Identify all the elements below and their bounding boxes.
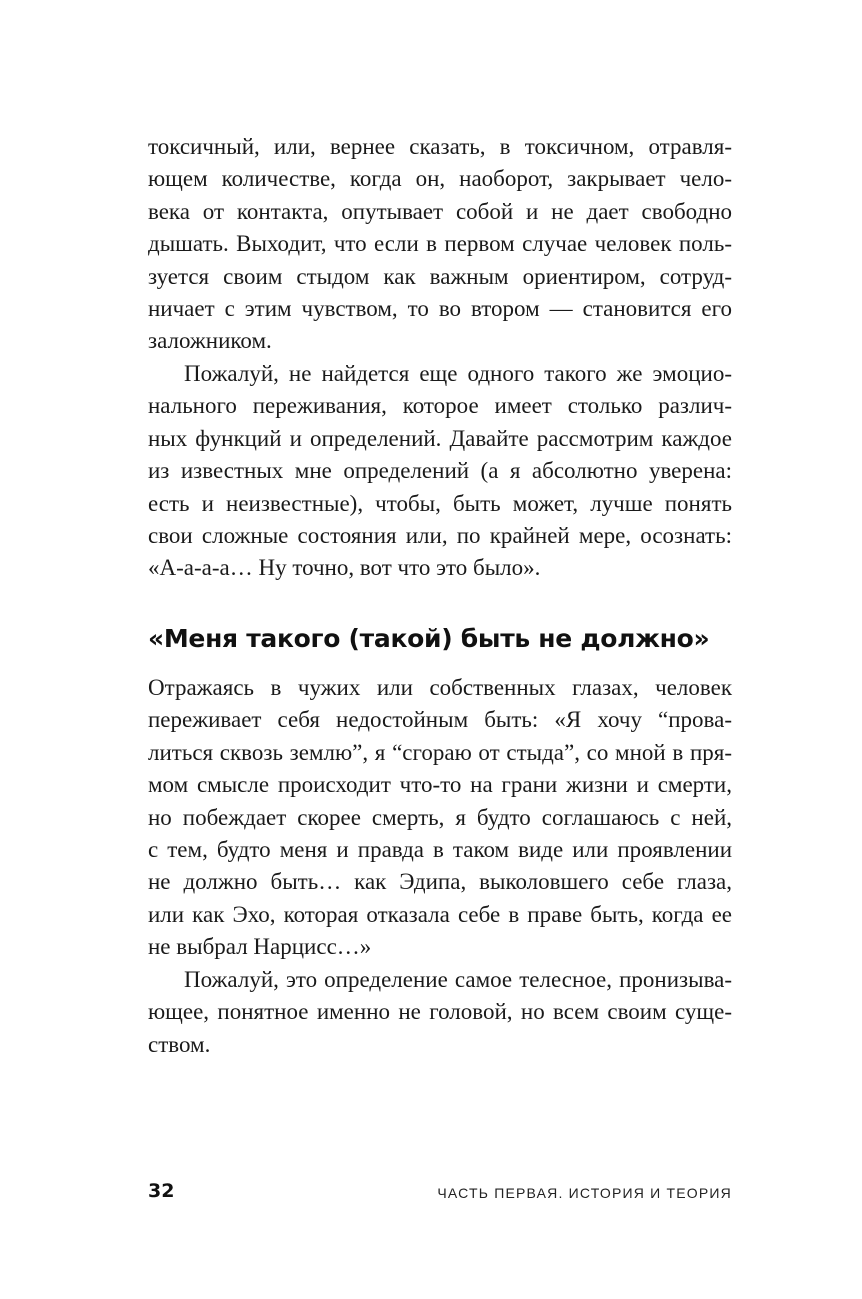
- page-number: 32: [148, 1180, 175, 1202]
- paragraph-1: [148, 131, 732, 358]
- text-line: века от контакта, опутывает собой и не дает свободно: [148, 198, 732, 224]
- text-line: Отражаясь в чужих или собственных глазах, человек: [148, 675, 732, 700]
- text-line: но побеждает скорее смерть, я будто соглашаюсь с ней,: [148, 804, 732, 830]
- text-line: токсичный, или, вернее сказать, в токсичном, отравля-: [148, 134, 732, 159]
- text-line: «А-а-а-а… Ну точно, вот что это было».: [148, 555, 541, 581]
- paragraph-4: [148, 964, 732, 1061]
- text-line: Пожалуй, не найдется еще одного такого же эмоцио-: [184, 361, 732, 386]
- paragraph-2: [148, 358, 732, 585]
- text-line: есть и неизвестные), чтобы, быть может, лучше понять: [148, 490, 732, 516]
- text-line: или как Эхо, которая отказала себе в праве быть, когда ее: [148, 901, 732, 927]
- text-line: дышать. Выходит, что если в первом случае человек поль-: [148, 231, 732, 257]
- text-line: Пожалуй, это определение самое телесное, пронизыва-: [184, 967, 732, 992]
- text-line: ством.: [148, 1031, 211, 1057]
- text-line: заложником.: [148, 328, 272, 354]
- text-line: с тем, будто меня и правда в таком виде или проявлении: [148, 836, 732, 862]
- text-line: нального переживания, которое имеет столько различ-: [148, 393, 732, 419]
- text-line: ничает с этим чувством, то во втором — становится его: [148, 295, 732, 321]
- paragraph-3: [148, 672, 732, 964]
- text-line: ющее, понятное именно не головой, но всем своим суще-: [148, 999, 732, 1025]
- text-line: ющем количестве, когда он, наоборот, закрывает чело-: [148, 166, 732, 192]
- text-line: не выбрал Нарцисс…»: [148, 934, 372, 960]
- text-line: переживает себя недостойным быть: «Я хочу “прова-: [148, 707, 732, 733]
- text-line: литься сквозь землю”, я “сгораю от стыда”, со мной в пря-: [148, 739, 732, 765]
- text-line: свои сложные состояния или, по крайней мере, осознать:: [148, 522, 732, 548]
- text-line: мом смысле происходит что-то на грани жизни и смерти,: [148, 772, 732, 798]
- text-line: ных функций и определений. Давайте рассмотрим каждое: [148, 425, 732, 451]
- text-line: зуется своим стыдом как важным ориентиром, сотруд-: [148, 263, 732, 289]
- section-heading: «Меня такого (такой) быть не должно»: [148, 624, 710, 653]
- text-line: из известных мне определений (а я абсолютно уверена:: [148, 458, 732, 484]
- text-line: не должно быть… как Эдипа, выколовшего себе глаза,: [148, 869, 732, 895]
- running-head: ЧАСТЬ ПЕРВАЯ. ИСТОРИЯ И ТЕОРИЯ: [437, 1185, 732, 1201]
